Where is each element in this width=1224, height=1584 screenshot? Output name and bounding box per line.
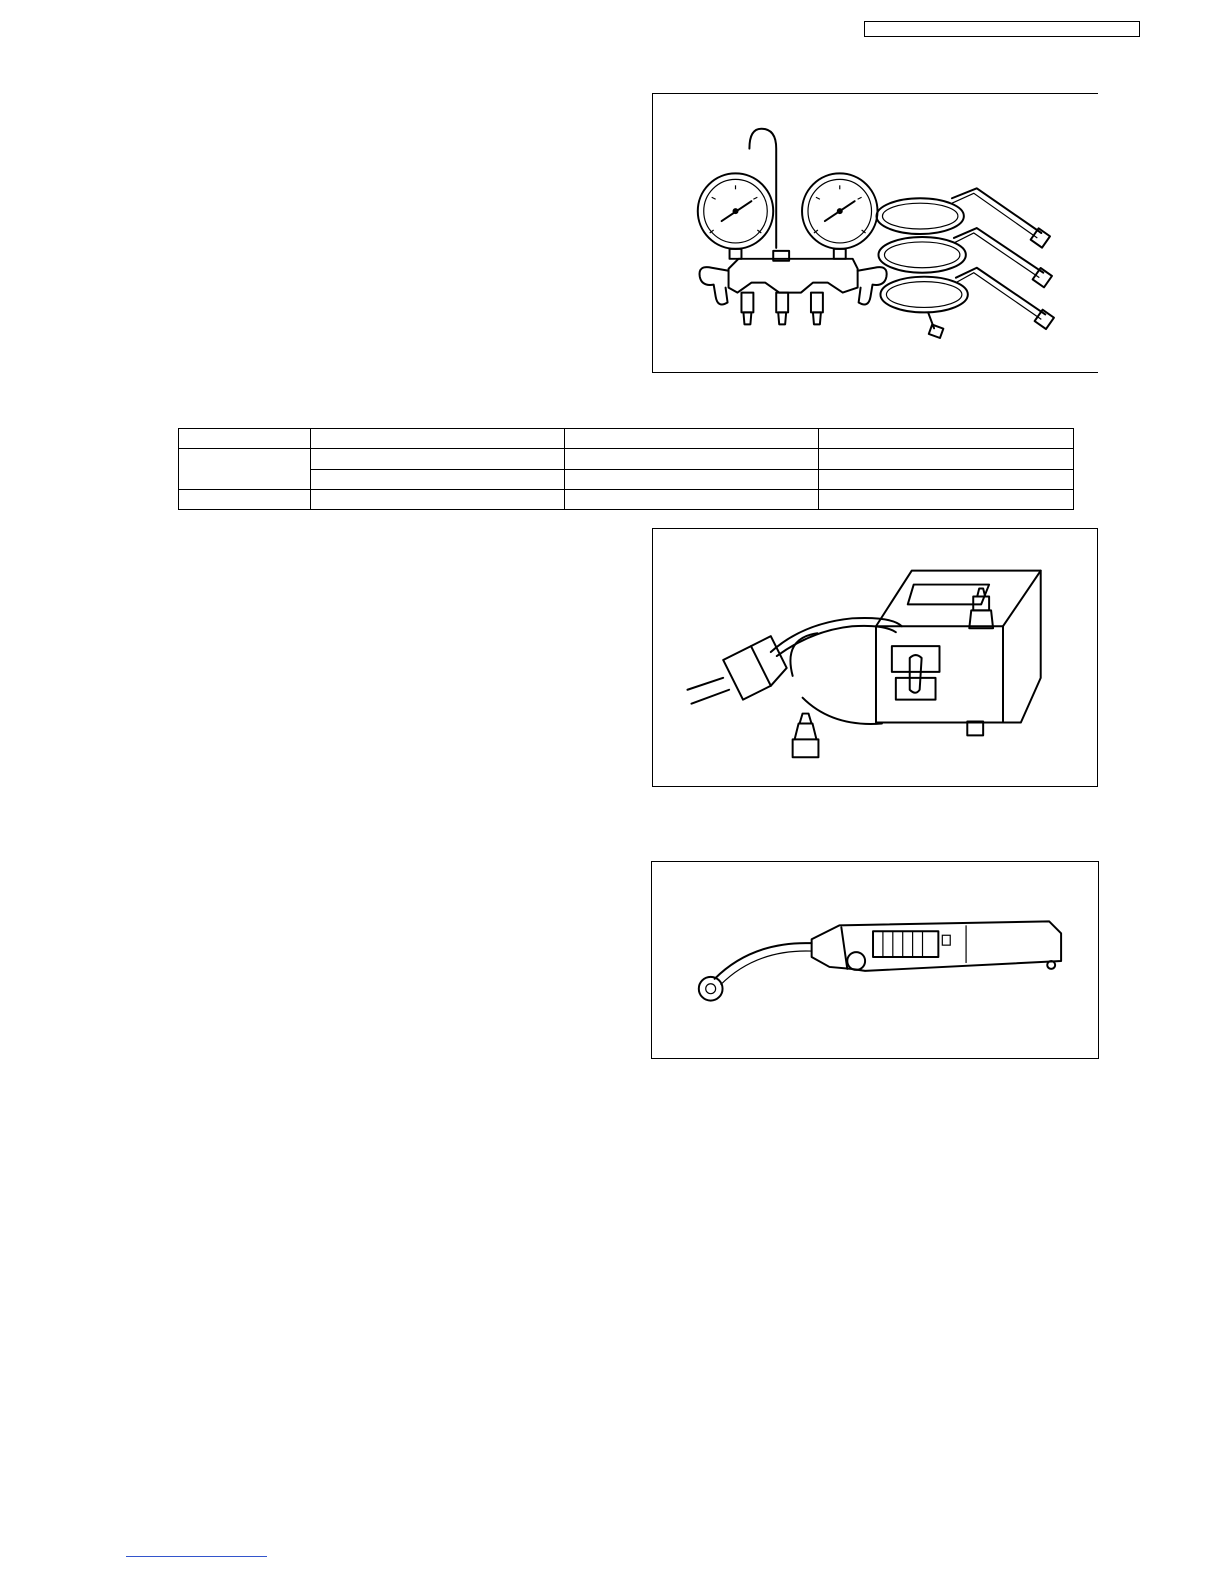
table-cell xyxy=(819,429,1074,449)
header-code-box xyxy=(864,21,1140,37)
table-cell xyxy=(565,429,819,449)
table-row xyxy=(179,449,1074,469)
leak-detector-figure xyxy=(651,861,1099,1059)
table-cell xyxy=(179,429,311,449)
table-cell xyxy=(311,469,565,489)
gauge-manifold-icon xyxy=(653,94,1098,372)
table-cell xyxy=(311,429,565,449)
table-cell xyxy=(565,449,819,469)
table-cell xyxy=(179,489,311,509)
table-cell xyxy=(565,469,819,489)
table-row xyxy=(179,489,1074,509)
table-row xyxy=(179,429,1074,449)
spec-table xyxy=(178,428,1074,510)
table-cell xyxy=(311,489,565,509)
table-cell xyxy=(819,489,1074,509)
table-cell xyxy=(179,449,311,490)
table-cell xyxy=(565,489,819,509)
table-cell xyxy=(311,449,565,469)
table-row xyxy=(179,469,1074,489)
vacuum-pump-figure xyxy=(652,528,1098,787)
leak-detector-icon xyxy=(652,862,1098,1058)
footer-link[interactable] xyxy=(126,1556,267,1557)
table-cell xyxy=(819,469,1074,489)
table-cell xyxy=(819,449,1074,469)
manifold-figure xyxy=(652,93,1098,373)
vacuum-pump-adapter-icon xyxy=(653,529,1097,786)
